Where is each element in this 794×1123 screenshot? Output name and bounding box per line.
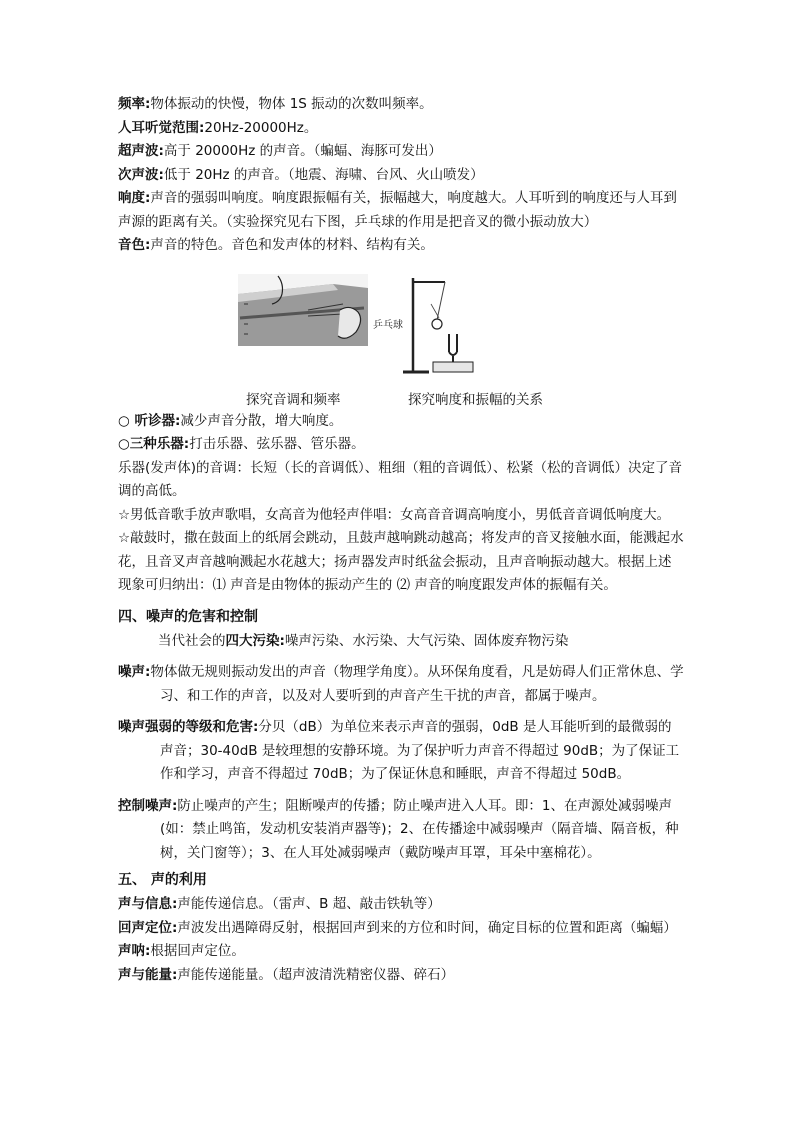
term-label: ○三种乐器: (118, 436, 190, 452)
term-label: 声与信息: (118, 896, 178, 912)
noise-text: 物体做无规则振动发出的声音（物理学角度）。从环保角度看，凡是妨碍人们正常休息、学习、和工作的声音，以及对人要听到的声音产生干扰的声音，都属于噪声。 (150, 664, 684, 704)
line-infrasound (118, 164, 684, 188)
term-text: 物体振动的快慢，物体 1S 振动的次数叫频率。 (150, 96, 433, 112)
line-sonar (118, 940, 684, 964)
term-text: 声音的特色。音色和发声体的材料、结构有关。 (150, 237, 434, 253)
line-hearing-range (118, 117, 684, 141)
control-label: 控制噪声: (118, 797, 178, 814)
term-label: 声与能量: (118, 966, 178, 983)
term-label: 声呐: (118, 943, 151, 959)
figure-row (118, 274, 684, 386)
term-text: 声能传递信息。（雷声、B 超、敲击铁轨等） (177, 896, 441, 912)
line-sound-energy (118, 964, 684, 988)
term-label: ○ 听诊器: (118, 412, 181, 429)
term-label: 响度: (118, 190, 151, 206)
line-pitch-factors (118, 457, 684, 504)
term-label: 频率: (118, 96, 151, 112)
section-4-heading: 四、噪声的危害和控制 (118, 608, 258, 625)
line-singers (118, 504, 684, 528)
line-drum (118, 527, 684, 598)
term-text: 声波发出遇障碍反射，根据回声到来的方位和时间，确定目标的位置和距离（蝙蝠） (177, 919, 677, 936)
ball-label: 乒乓球 (373, 319, 403, 331)
line-stethoscope (118, 410, 684, 434)
line-four-pollutions (118, 630, 684, 654)
line-frequency (118, 93, 684, 117)
term-label: 回声定位: (118, 919, 178, 936)
term-text: ☆男低音歌手放声歌唱，女高音为他轻声伴唱：女高音音调高响度小，男低音音调低响度大。 (118, 506, 671, 523)
line-sound-info (118, 893, 684, 917)
line-noise-levels (118, 716, 684, 787)
term-text: 低于 20Hz 的声音。（地震、海啸、台风、火山喷发） (163, 166, 484, 183)
level-text: 分贝（dB）为单位来表示声音的强弱，0dB 是人耳能听到的最微弱的声音；30-40dB 是较理想的安静环境。为了保护听力声音不得超过 90dB；为了保证工作和学习，声音不得超过 70dB；为了保证休息和睡眠，声音不得超过 50dB。 (160, 719, 680, 782)
term-text: 声音的强弱叫响度。响度跟振幅有关，振幅越大，响度越大。人耳听到的响度还与人耳到声源的距离有关。（实验探究见右下图，乒乓球的作用是把音叉的微小振动放大） (118, 190, 677, 230)
term-label: 次声波: (118, 166, 164, 183)
line-noise-control (118, 795, 684, 866)
term-text: 打击乐器、弦乐器、管乐器。 (189, 436, 365, 452)
noise-label: 噪声: (118, 664, 151, 680)
term-label: 超声波: (118, 143, 164, 159)
line-instruments (118, 433, 684, 457)
pollution-text: 噪声污染、水污染、大气污染、固体废弃物污染 (284, 632, 569, 649)
pollution-prefix: 当代社会的 (158, 632, 226, 649)
line-ultrasound (118, 140, 684, 164)
line-timbre (118, 234, 684, 258)
term-text: 减少声音分散，增大响度。 (180, 412, 343, 429)
term-text: 20Hz-20000Hz。 (204, 119, 318, 136)
left-figure-caption: 探究音调和频率 (246, 391, 341, 408)
pollution-label: 四大污染: (225, 632, 285, 649)
document-page (118, 93, 684, 987)
line-noise (118, 661, 684, 708)
term-text: 高于 20000Hz 的声音。（蝙蝠、海豚可发出） (163, 143, 442, 159)
term-text: ☆敲鼓时，撒在鼓面上的纸屑会跳动，且鼓声越响跳动越高；将发声的音叉接触水面，能溅起水花，且音叉声音越响溅起水花越大；扬声器发声时纸盆会振动，且声音响振动越大。根据上述现象可归纳出：⑴ 声音是由物体的振动产生的 ⑵ 声音的响度跟发声体的振幅有关。 (118, 530, 684, 593)
line-echolocation (118, 917, 684, 941)
control-text: 防止噪声的产生；阻断噪声的传播；防止噪声进入人耳。即：1、在声源处减弱噪声(如：禁止鸣笛，发动机安装消声器等)；2、在传播途中减弱噪声（隔音墙、隔音板，种树，关门窗等）；3、在人耳处减弱噪声（戴防噪声耳罩，耳朵中塞棉花）。 (160, 797, 679, 861)
line-loudness (118, 187, 684, 234)
term-label: 音色: (118, 237, 151, 253)
ruler-experiment-figure (238, 274, 368, 346)
term-text: 根据回声定位。 (150, 943, 245, 959)
term-text: 声能传递能量。（超声波清洗精密仪器、碎石） (177, 966, 455, 983)
term-label: 人耳听觉范围: (118, 119, 205, 136)
right-figure-caption: 探究响度和振幅的关系 (408, 391, 543, 408)
term-text: 乐器(发声体)的音调：长短（长的音调低）、粗细（粗的音调低）、松紧（松的音调低）决定了音调的高低。 (118, 459, 683, 499)
section-5-heading: 五、 声的利用 (118, 872, 207, 888)
level-label: 噪声强弱的等级和危害: (118, 719, 259, 735)
tuning-fork-figure (373, 274, 493, 378)
figure-captions (118, 386, 684, 410)
